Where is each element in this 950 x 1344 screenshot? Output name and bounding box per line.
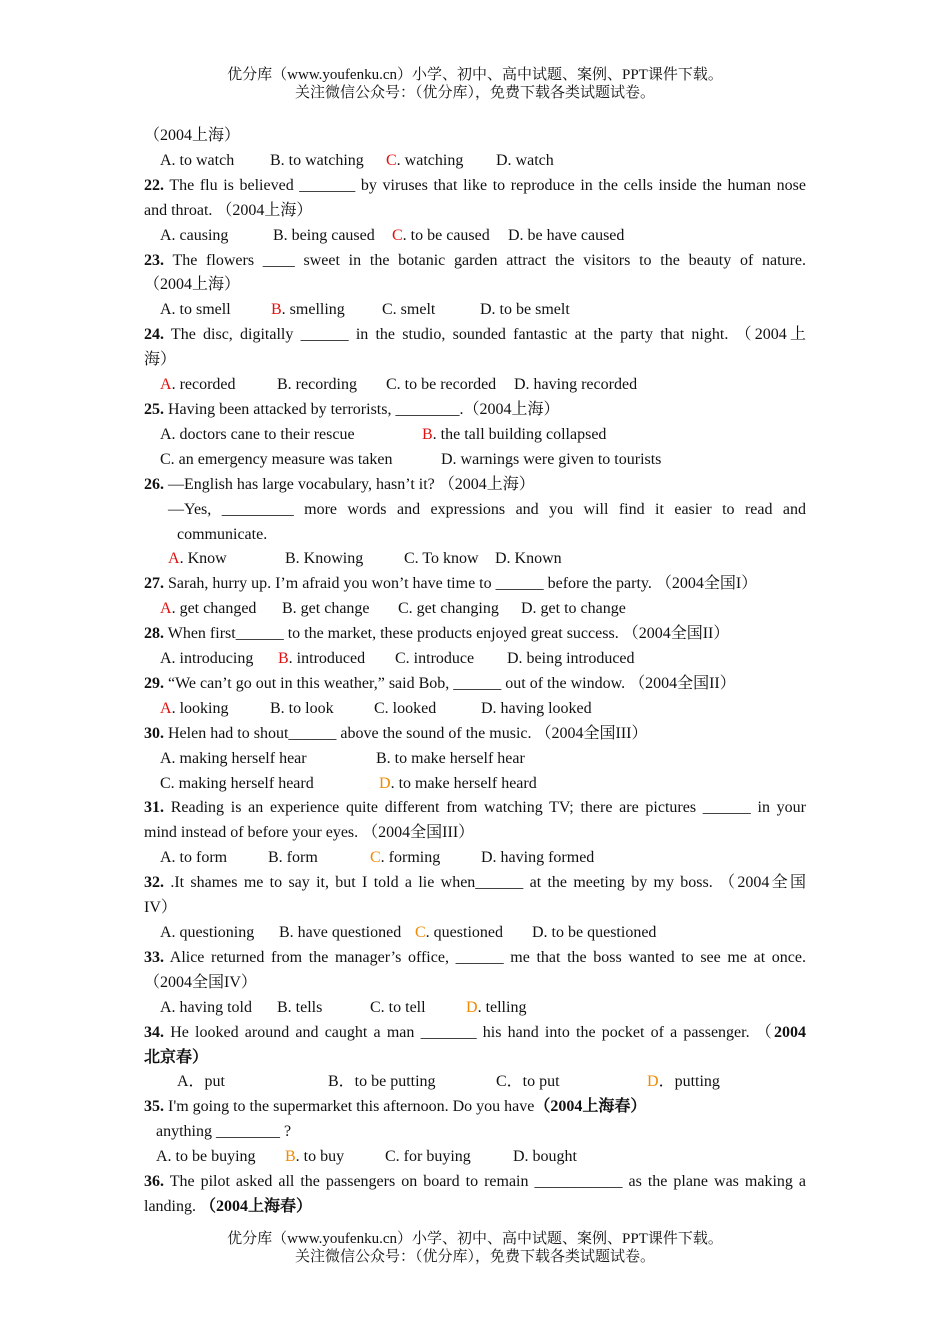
- question-35-cont: anything ________ ?: [156, 1123, 292, 1141]
- option-c: C. questioned: [415, 924, 503, 941]
- question-32: 32. .It shames me to say it, but I told a lie when______ at the meeting by my boss. （2004全国: [144, 874, 806, 892]
- option-c: C. making herself heard: [160, 774, 314, 792]
- option-a: A. looking: [160, 699, 229, 717]
- question-36: 36. The pilot asked all the passengers on board to remain ___________ as the plane was making a: [144, 1173, 806, 1191]
- option-a: A. questioning: [160, 924, 255, 941]
- options-q26: [144, 547, 806, 572]
- option-b: B. Knowing: [285, 550, 364, 568]
- option-b: B. to watching: [270, 151, 364, 169]
- question-26-cont: communicate.: [177, 525, 268, 543]
- option-d: D. telling: [466, 998, 527, 1016]
- options-q35: [144, 1145, 806, 1170]
- answer-letter: D: [647, 1073, 659, 1091]
- option-b: B. the tall building collapsed: [422, 425, 607, 443]
- option-b: B．to be putting: [328, 1073, 436, 1091]
- option-b: B. to make herself hear: [376, 749, 525, 767]
- question-35: 35. I'm going to the supermarket this afternoon. Do you have（2004上海春）: [144, 1098, 647, 1116]
- option-d: D. to make herself heard: [379, 774, 537, 792]
- option-d: D. be have caused: [508, 226, 625, 244]
- answer-letter: A: [168, 550, 180, 568]
- option-a: A. get changed: [160, 600, 257, 618]
- exam-content: [144, 124, 806, 1220]
- option-c: C. an emergency measure was taken: [160, 450, 393, 468]
- answer-letter: C: [392, 226, 403, 244]
- options-q27: [144, 597, 806, 622]
- page-footer: [0, 1230, 950, 1266]
- options-q34: [144, 1070, 806, 1095]
- option-c: C. to be recorded: [386, 376, 497, 394]
- option-b: B. recording: [277, 376, 357, 394]
- options-q22: [144, 224, 806, 249]
- question-27: 27. Sarah, hurry up. I’m afraid you won’t have time to ______ before the party. （2004全国I）: [144, 575, 758, 593]
- option-a: A. recorded: [160, 376, 236, 394]
- option-d: D. having recorded: [514, 376, 638, 394]
- question-32-cont: IV）: [144, 899, 177, 917]
- option-a: A. to be buying: [156, 1148, 256, 1166]
- option-d: D. Known: [495, 550, 562, 568]
- option-d: D. having looked: [481, 699, 592, 717]
- options-q33: [144, 996, 806, 1021]
- question-30: 30. Helen had to shout______ above the sound of the music. （2004全国III）: [144, 724, 648, 742]
- option-a: A. Know: [168, 550, 227, 568]
- option-b: B. have questioned: [279, 924, 402, 941]
- option-b: B. being caused: [273, 226, 375, 244]
- option-c: C. to be caused: [392, 226, 490, 244]
- answer-letter: B: [271, 301, 282, 319]
- option-c: C. looked: [374, 699, 437, 717]
- question-25: 25. Having been attacked by terrorists, ________.（2004上海）: [144, 400, 560, 418]
- options-q32: [144, 921, 806, 946]
- option-d: D. bought: [513, 1148, 577, 1166]
- answer-letter: B: [278, 650, 289, 668]
- option-d: D. to be questioned: [532, 924, 657, 941]
- question-24: 24. The disc, digitally ______ in the studio, sounded fantastic at the party that night. （2004上: [144, 326, 807, 344]
- footer-line-2: 关注微信公众号：（优分库），免费下载各类试题试卷。: [294, 1249, 655, 1265]
- question-28: 28. When first______ to the market, these products enjoyed great success. （2004全国II）: [144, 625, 730, 643]
- header-line-2: 关注微信公众号：（优分库），免费下载各类试题试卷。: [294, 85, 655, 101]
- options-q30-row1: [144, 747, 806, 772]
- options-q21: [144, 149, 806, 174]
- option-b: B. smelling: [271, 301, 345, 319]
- option-b: B. form: [268, 849, 318, 867]
- option-c: C. forming: [370, 849, 441, 867]
- answer-letter: D: [466, 998, 478, 1016]
- option-c: C. introduce: [395, 650, 475, 668]
- options-q25-row2: [144, 448, 806, 473]
- option-d: D．putting: [647, 1073, 720, 1091]
- question-23: 23. The flowers ____ sweet in the botanic garden attract the visitors to the beauty of nature.: [144, 251, 806, 269]
- question-31-cont: mind instead of before your eyes. （2004全国III）: [144, 824, 475, 842]
- question-34-cont: 北京春）: [144, 1048, 209, 1066]
- question-36-cont: landing. （2004上海春）: [144, 1197, 313, 1215]
- answer-letter: B: [285, 1148, 296, 1166]
- page-header: [0, 66, 950, 102]
- option-c: C. watching: [386, 151, 464, 169]
- option-c: C．to put: [496, 1073, 560, 1091]
- option-c: C. To know: [404, 550, 479, 568]
- option-a: A. introducing: [160, 650, 254, 668]
- option-a: A. having told: [160, 998, 252, 1016]
- question-26-reply: —Yes, _________ more words and expressions and you will find it easier to read and: [168, 500, 806, 518]
- answer-letter: C: [415, 924, 426, 941]
- option-a: A. to form: [160, 849, 228, 867]
- footer-line-1: 优分库（www.youfenku.cn）小学、初中、高中试题、案例、PPT课件下载。: [227, 1231, 723, 1247]
- option-b: B. tells: [277, 998, 323, 1016]
- option-c: C. get changing: [398, 600, 499, 618]
- question-31: 31. Reading is an experience quite different from watching TV; there are pictures ______ in your: [144, 799, 806, 817]
- option-d: D. warnings were given to tourists: [441, 450, 662, 468]
- option-b: B. get change: [282, 600, 370, 618]
- option-a: A. doctors cane to their rescue: [160, 425, 355, 443]
- options-q28: [144, 647, 806, 672]
- option-d: D. to be smelt: [480, 301, 570, 319]
- options-q25-row1: [144, 423, 806, 448]
- option-a: A. to watch: [160, 151, 235, 169]
- question-22-cont: and throat. （2004上海）: [144, 201, 313, 219]
- answer-letter: A: [160, 376, 172, 394]
- option-b: B. to buy: [285, 1148, 345, 1166]
- answer-letter: C: [370, 849, 381, 867]
- question-29: 29. “We can’t go out in this weather,” said Bob, ______ out of the window. （2004全国II）: [144, 674, 736, 692]
- option-a: A．put: [177, 1073, 226, 1091]
- answer-letter: D: [379, 774, 391, 792]
- answer-letter: B: [422, 425, 433, 443]
- options-q29: [144, 697, 806, 722]
- options-q24: [144, 373, 806, 398]
- option-a: A. causing: [160, 226, 229, 244]
- option-c: C. smelt: [382, 301, 436, 319]
- question-33-cont: （2004全国IV）: [144, 973, 257, 991]
- question-24-cont: 海）: [144, 351, 177, 369]
- options-q30-row2: [144, 772, 806, 797]
- answer-letter: A: [160, 699, 172, 717]
- option-c: C. to tell: [370, 998, 426, 1016]
- header-line-1: 优分库（www.youfenku.cn）小学、初中、高中试题、案例、PPT课件下载。: [227, 67, 723, 83]
- answer-letter: C: [386, 151, 397, 169]
- option-d: D. get to change: [521, 600, 626, 618]
- option-a: A. to smell: [160, 301, 231, 319]
- option-d: D. being introduced: [507, 650, 635, 668]
- options-q23: [144, 298, 806, 323]
- option-b: B. introduced: [278, 650, 366, 668]
- question-33: 33. Alice returned from the manager’s office, ______ me that the boss wanted to see me at once.: [144, 948, 806, 966]
- option-d: D. watch: [496, 151, 554, 169]
- question-26: 26. —English has large vocabulary, hasn’t it? （2004上海）: [144, 475, 535, 493]
- option-d: D. having formed: [481, 849, 595, 867]
- question-22: 22. The flu is believed _______ by viruses that like to reproduce in the cells inside the human nose: [144, 176, 806, 194]
- options-q31: [144, 846, 806, 871]
- question-34: 34. He looked around and caught a man _______ his hand into the pocket of a passenger. （2004: [144, 1023, 806, 1041]
- source-line: （2004上海）: [144, 127, 241, 144]
- question-23-cont: （2004上海）: [144, 276, 241, 294]
- option-c: C. for buying: [385, 1148, 471, 1166]
- answer-letter: A: [160, 600, 172, 618]
- option-a: A. making herself hear: [160, 749, 307, 767]
- option-b: B. to look: [270, 699, 334, 717]
